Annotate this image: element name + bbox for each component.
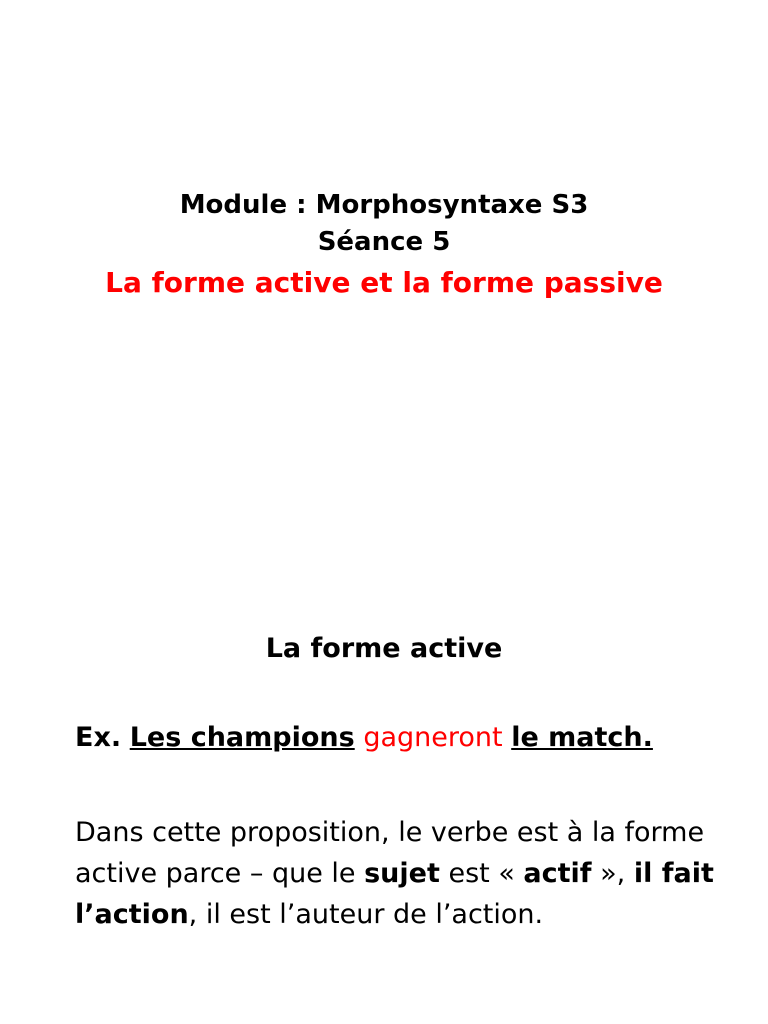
example-subject: Les champions <box>129 722 355 753</box>
keyword-laction: l’action <box>75 899 189 930</box>
example-object: le match. <box>511 722 653 753</box>
keyword-actif: actif <box>523 858 592 889</box>
example-verb: gagneront <box>363 722 503 753</box>
explanation-line-3 <box>75 894 735 935</box>
section-heading: La forme active <box>265 633 503 664</box>
seance-number: Séance 5 <box>317 227 451 257</box>
explanation-line-1: Dans cette proposition, le verbe est à la forme <box>75 817 705 848</box>
example-prefix: Ex. <box>75 722 122 753</box>
explanation-text: », <box>591 858 634 889</box>
lesson-title: La forme active et la forme passive <box>105 266 663 299</box>
example-sentence <box>75 720 653 756</box>
module-title: Module : Morphosyntaxe S3 <box>179 190 589 220</box>
keyword-sujet: sujet <box>364 858 440 889</box>
keyword-il-fait: il fait <box>633 858 714 889</box>
explanation-paragraph <box>75 812 735 935</box>
explanation-text: est « <box>439 858 524 889</box>
explanation-text: , il est l’auteur de l’action. <box>188 899 544 930</box>
explanation-line-2 <box>75 853 735 894</box>
explanation-text: active parce – que le <box>75 858 365 889</box>
